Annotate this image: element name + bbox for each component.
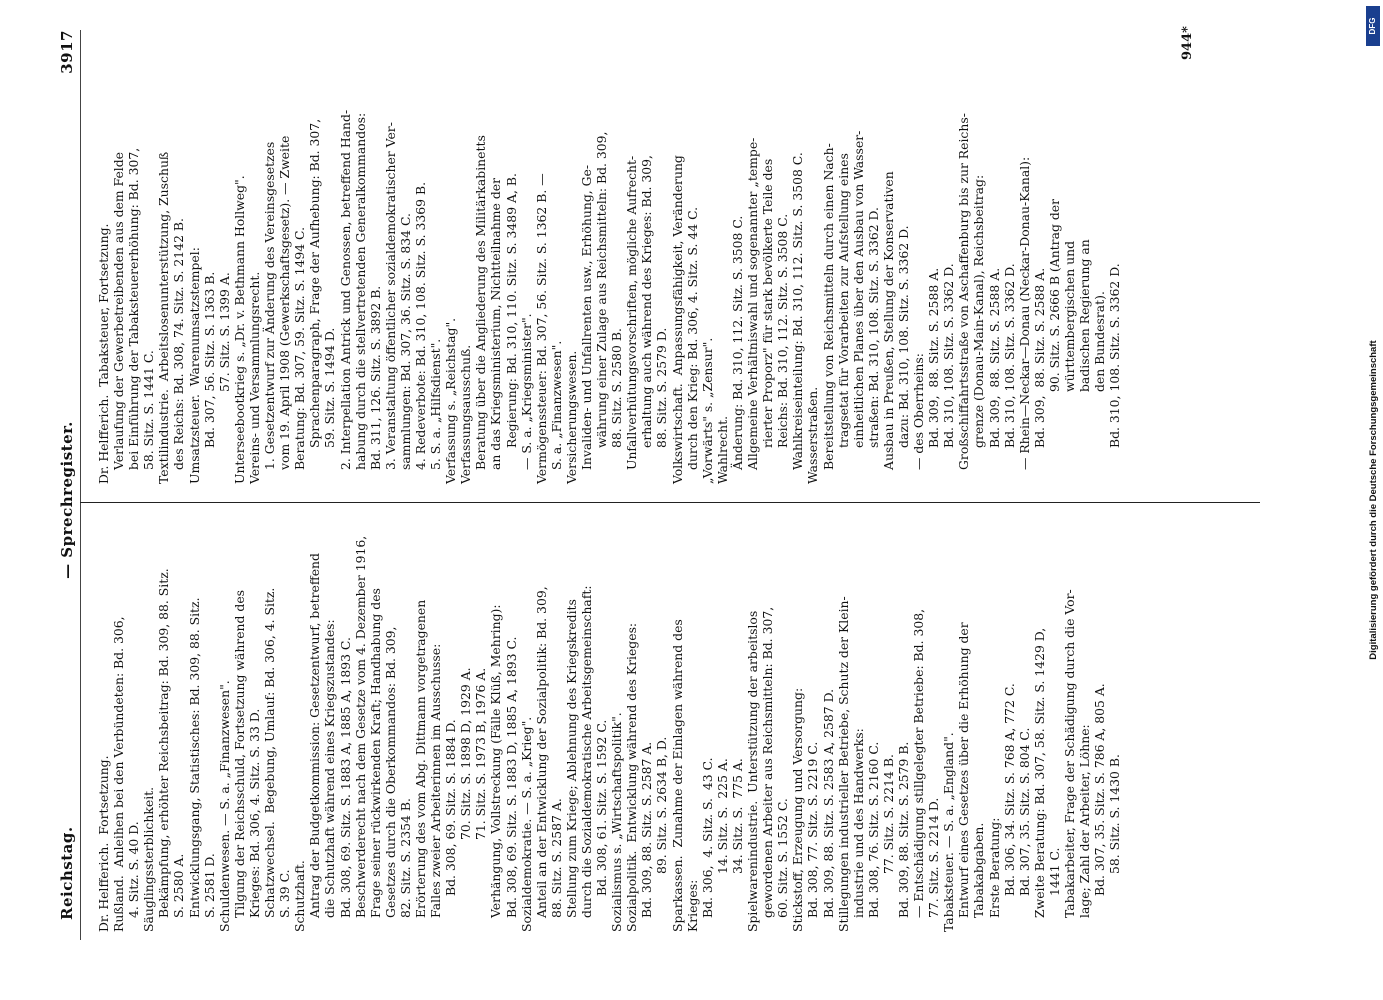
index-line: 88. Sitz. S. 2579 D. [654, 327, 670, 448]
signature-mark: 944* [1180, 26, 1195, 60]
index-line: Gesetzes durch die Oberkommandos: Bd. 309, [382, 626, 398, 918]
index-line: 60. Sitz. S. 1552 C. [775, 798, 791, 918]
index-line: — des Oberrheins: [911, 353, 927, 470]
index-line: des Reichs: Bd. 308, 74. Sitz. S. 2142 B. [171, 218, 187, 470]
column-left [96, 512, 1122, 932]
index-line: Volkswirtschaft. Anpassungsfähigkeit, Veränderung [669, 155, 685, 484]
index-line: 58. Sitz. S. 1430 B. [1107, 754, 1123, 874]
index-line: 34. Sitz. S. 775 A. [729, 758, 745, 874]
index-line: Sparkassen. Zunahme der Einlagen während des [669, 619, 685, 932]
index-line: Reichs: Bd. 310, 112. Sitz. S. 3508 C. [775, 213, 791, 448]
index-line: Erste Beratung: [986, 817, 1002, 918]
index-line: Bd. 309, 88. Sitz. S. 2588 A. [926, 267, 942, 448]
index-line: Sozialdemokratie. — S. a. „Krieg". [518, 716, 534, 932]
index-line: Änderung: Bd. 310, 112. Sitz. S. 3508 C. [729, 215, 745, 470]
index-line: 4. Sitz. S. 40 D. [126, 821, 142, 918]
index-line: Versicherungswesen. [563, 350, 579, 484]
index-line: Bd. 307, 35. Sitz. S. 786 A, 805 A. [1092, 683, 1108, 896]
index-line: tragsetat für Vorarbeiten zur Aufstellung eines [835, 153, 851, 448]
index-line: Tabakarbeiter, Frage der Schädigung durch die Vor- [1062, 589, 1077, 918]
index-line: straßen: Bd. 310, 108. Sitz. S. 3362 D. [865, 207, 881, 448]
index-line: durch den Krieg: Bd. 306, 4. Sitz. S. 44 C. [684, 206, 700, 470]
index-line: 57. Sitz. S. 1399 A. [216, 272, 232, 392]
index-line: Regierung: Bd. 310, 110. Sitz. S. 3489 A, B. [503, 173, 519, 448]
index-line: Bd. 308, 69. Sitz. S. 1883 A, 1885 A, 1893 C. [337, 637, 353, 918]
index-line: Unfallverhütungsvorschriften, mögliche Aufrecht- [624, 155, 640, 470]
index-line: Beschwerderecht nach dem Gesetze vom 4. Dezember 1916, [352, 535, 368, 918]
index-line: Verfassung s. „Reichstag". [443, 317, 459, 484]
index-line: „Vorwärts" s. „Zensur". [699, 337, 715, 484]
index-line: rierter Proporz" für stark bevölkerte Teile des [760, 158, 776, 448]
index-line: S. 2581 D. [201, 853, 217, 918]
index-line: Spielwarenindustrie. Unterstützung der arbeitslos [745, 610, 761, 932]
index-line: Entwurf eines Gesetzes über die Erhöhung der [956, 622, 972, 918]
index-line: Bd. 309, 88. Sitz. S. 2587 A. [639, 741, 655, 918]
page-number: 3917 [58, 30, 76, 74]
index-line: bei Einführung der Tabaksteuererhöhung: Bd. 307, [126, 147, 142, 470]
index-line: Bd. 307, 35. Sitz. S. 804 C. [1016, 727, 1032, 896]
index-line: — S. a. „Kriegsminister". [518, 313, 534, 470]
index-line: Allgemeine Verhältniswahl und sogenannter „tempe- [745, 137, 761, 470]
index-line: 2. Interpellation Antrick und Genossen, betreffend Hand- [337, 109, 353, 470]
index-line: Textilindustrie. Arbeitslosenunterstützung, Zuschuß [156, 151, 172, 484]
index-line: 5. S. a. „Hilfsdienst". [428, 338, 444, 470]
index-line: Bd. 308, 77. Sitz. S. 2219 C. [805, 741, 821, 918]
index-line: Bereitstellung von Reichsmitteln durch einen Nach- [820, 143, 836, 470]
index-line: Sozialpolitik. Entwicklung während des Krieges: [624, 622, 640, 932]
index-line: währung einer Zulage aus Reichsmitteln: Bd. 309, [594, 131, 610, 448]
index-line: Verfassungsausschuß. [458, 344, 474, 484]
index-line: Falles zweier Arbeiterinnen im Ausschusse: [428, 643, 444, 918]
index-line: 71. Sitz. S. 1973 B, 1976 A. [473, 667, 489, 840]
index-line: erhaltung auch während des Krieges: Bd. 309, [639, 155, 655, 448]
index-line: Bd. 308, 69. Sitz. S. 1883 D, 1885 A, 1893 C. [503, 636, 519, 918]
dfg-badge [1366, 6, 1380, 46]
index-line: — Entschädigung stillgelegter Betriebe: Bd. 308, [911, 608, 927, 918]
index-line: Schuldenwesen. — S. a. „Finanzwesen". [216, 680, 232, 932]
index-line: Bd. 310, 108. Sitz. S. 3362 D. [1107, 263, 1123, 448]
index-line: Wahlrecht. [714, 415, 730, 484]
index-line: Vereins- und Versammlungsrecht. [246, 271, 262, 484]
index-line: 82. Sitz. S. 2354 B. [397, 798, 413, 918]
index-line: den Bundesrat). [1092, 291, 1108, 392]
column-divider [80, 502, 1260, 503]
index-line: Antrag der Budgetkommission: Gesetzentwurf, betreffend [307, 553, 323, 918]
index-line: Bd. 309, 88. Sitz. S. 2588 A. [986, 267, 1002, 448]
index-line: 14. Sitz. S. 225 A. [714, 758, 730, 874]
index-line: 89. Sitz. S. 2634 B, D. [654, 736, 670, 874]
index-line: 1. Gesetzentwurf zur Änderung des Vereinsgesetzes [262, 141, 278, 470]
index-line: badischen Regierung an [1077, 239, 1093, 392]
index-line: Wasserstraßen. [805, 386, 821, 484]
index-line: 1441 C. [1046, 847, 1062, 896]
index-line: Verlaufung der Gewerbetreibenden aus dem Felde [111, 151, 127, 470]
index-line: Erörterung des vom Abg. Dittmann vorgetragenen [412, 599, 428, 918]
index-line: 88. Sitz. S. 2580 B. [609, 328, 625, 448]
index-line: Bd. 308, 76. Sitz. S. 2160 C. [865, 741, 881, 918]
index-line: Invaliden- und Unfallrenten usw., Erhöhung, Ge- [579, 164, 594, 470]
index-line: lage; Zahl der Arbeiter, Löhne: [1077, 724, 1093, 918]
index-line: Bd. 308, 61. Sitz. S. 1592 C. [594, 719, 610, 896]
index-line: Tilgung der Reichsschuld, Fortsetzung während des [231, 589, 247, 918]
index-line: Stillegungen industrieller Betriebe, Schutz der Klein- [835, 596, 851, 932]
index-line: Säuglingssterblichkeit. [141, 786, 157, 932]
index-line: 4. Redeverbote: Bd. 310, 108. Sitz. S. 3369 B. [412, 181, 428, 470]
index-line: Stellung zum Kriege; Ablehnung des Kriegskredits [563, 599, 579, 918]
digitization-note [1366, 0, 1382, 1000]
index-line: Bekämpfung, erhöhter Reichsbeitrag: Bd. 309, 88. Sitz. [156, 568, 172, 918]
index-line: Schatzwechsel. Begebung, Umlauf: Bd. 306, 4. Sitz. [262, 587, 278, 918]
index-line: vom 19. April 1908 (Gewerkschaftsgesetz). — Zweite [277, 135, 293, 470]
index-line: Verhängung, Vollstreckung (Fälle Klüß, Mehring): [488, 604, 504, 918]
index-line: Bd. 310, 108. Sitz. S. 3362 D. [1001, 263, 1017, 448]
index-line: Schutzhaft. [292, 860, 308, 932]
index-line: S. a. „Finanzwesen". [548, 340, 564, 470]
index-line: sammlungen: Bd. 307, 36. Sitz. S. 834 C. [397, 213, 413, 470]
index-line: Unterseebootkrieg s. „Dr. v. Bethmann Hollweg". [231, 175, 247, 484]
index-line: Bd. 308, 69. Sitz. S. 1884 D. [443, 719, 459, 896]
index-line: Tabakabgaben. [971, 822, 987, 918]
index-line: durch die Sozialdemokratische Arbeitsgemeinschaft: [579, 585, 594, 918]
index-line: die Schutzhaft während eines Kriegszustandes: [322, 619, 338, 918]
index-line: dazu: Bd. 310, 108. Sitz. S. 3362 D. [895, 225, 911, 448]
index-line: 77. Sitz. S. 2214 B. [880, 754, 896, 874]
index-line: Dr. Helfferich. Fortsetzung. [96, 755, 111, 932]
index-line: Krieges: Bd. 306, 4. Sitz. S. 33 D. [246, 708, 262, 918]
index-line: Bd. 310, 108. Sitz. S. 3362 D. [941, 263, 957, 448]
index-line: Beratung über die Angliederung des Militärkabinetts [473, 135, 489, 470]
index-line: Dr. Helfferich. Tabaksteuer, Fortsetzung. [96, 223, 111, 484]
dfg-badge-label: DFG [1368, 17, 1377, 35]
index-line: 77. Sitz. S. 2214 D. [926, 797, 942, 918]
index-line: Anteil an der Entwicklung der Sozialpolitik: Bd. 309, [533, 586, 549, 918]
index-line: S. 2580 A. [171, 853, 187, 918]
index-line: Bd. 309, 88. Sitz. S. 2588 A. [1031, 267, 1047, 448]
index-line: 70. Sitz. S. 1898 D, 1929 A. [458, 667, 474, 840]
index-line: S. 39 C. [277, 869, 293, 918]
index-line: Entwicklungsgang, Statistisches: Bd. 309, 88. Sitz. [186, 597, 202, 918]
index-line: Vermögenssteuer: Bd. 307, 56. Sitz. S. 1362 B. — [533, 173, 549, 484]
index-line: Tabaksteuer. — S. a. „England". [941, 732, 957, 932]
index-line: Bd. 311, 126. Sitz. S. 3892 B. [367, 285, 383, 470]
index-line: Ausbau in Preußen, Stellung der Konservativen [880, 171, 896, 470]
index-line: Wahlkreiseinteilung: Bd. 310, 112. Sitz. S. 3508 C. [790, 152, 806, 470]
index-line: grenze (Donau-Main-Kanal), Reichsbeitrag: [971, 174, 987, 448]
index-line: Bd. 307, 56. Sitz. S. 1363 B. [201, 271, 217, 448]
index-line: Krieges: [684, 879, 700, 932]
index-line: württembergischen und [1062, 240, 1077, 392]
index-line: industrie und des Handwerks: [850, 728, 866, 918]
index-line: Stickstoff, Erzeugung und Versorgung: [790, 687, 806, 932]
index-line: gewordenen Arbeiter aus Reichsmitteln: Bd. 307, [760, 606, 776, 918]
index-line: an das Kriegsministerium, Nichtteilnahme der [488, 177, 504, 470]
index-line: Bd. 309, 88. Sitz. S. 2579 B. [895, 741, 911, 918]
index-line: 58. Sitz. S. 1441 C. [141, 350, 157, 470]
index-line: Frage seiner rückwirkenden Kraft; Handhabung des [367, 588, 383, 918]
index-line: Großschiffahrtsstraße von Aschaffenburg bis zur Reichs- [956, 113, 972, 470]
header-title: — Sprechregister. [58, 421, 76, 579]
index-line: 90. Sitz. S. 2666 B (Antrag der [1046, 198, 1062, 392]
index-line: einheitlichen Planes über den Ausbau von Wasser- [850, 130, 866, 448]
index-line: habung durch die stellvertretenden Generalkommandos: [352, 112, 368, 470]
index-line: 3. Veranstaltung öffentlicher sozialdemokratischer Ver- [382, 122, 398, 470]
digitization-note-text: Digitalisierung gefördert durch die Deutsche Forschungsgemeinschaft [1368, 340, 1379, 660]
index-line: Beratung: Bd. 307, 59. Sitz. S. 1494 C. [292, 226, 308, 470]
index-line: Sozialismus s. „Wirtschaftspolitik". [609, 712, 625, 932]
index-line: Bd. 306, 4. Sitz. S. 43 C. [699, 757, 715, 918]
index-line: Zweite Beratung: Bd. 307, 58. Sitz. S. 1429 D, [1031, 627, 1047, 918]
index-line: Rußland. Anleihen bei den Verbündeten: Bd. 306, [111, 616, 127, 932]
index-line: Umsatzsteuer. Warenumsatzstempel: [186, 247, 202, 484]
index-line: Bd. 306, 34. Sitz. S. 768 A, 772 C. [1001, 683, 1017, 896]
header-left: Reichstag. [58, 826, 76, 920]
index-line: Bd. 309, 88. Sitz. S. 2583 A, 2587 D. [820, 688, 836, 918]
index-line: 88. Sitz. S. 2587 A. [548, 798, 564, 918]
index-line: Sprachenparagraph, Frage der Aufhebung: Bd. 307, [307, 118, 323, 448]
index-line: — Rhein—Neckar—Donau (Neckar-Donau-Kanal): [1016, 156, 1032, 470]
column-right [96, 64, 1122, 484]
index-line: 59. Sitz. S. 1494 D. [322, 327, 338, 448]
header-rule [80, 30, 81, 940]
